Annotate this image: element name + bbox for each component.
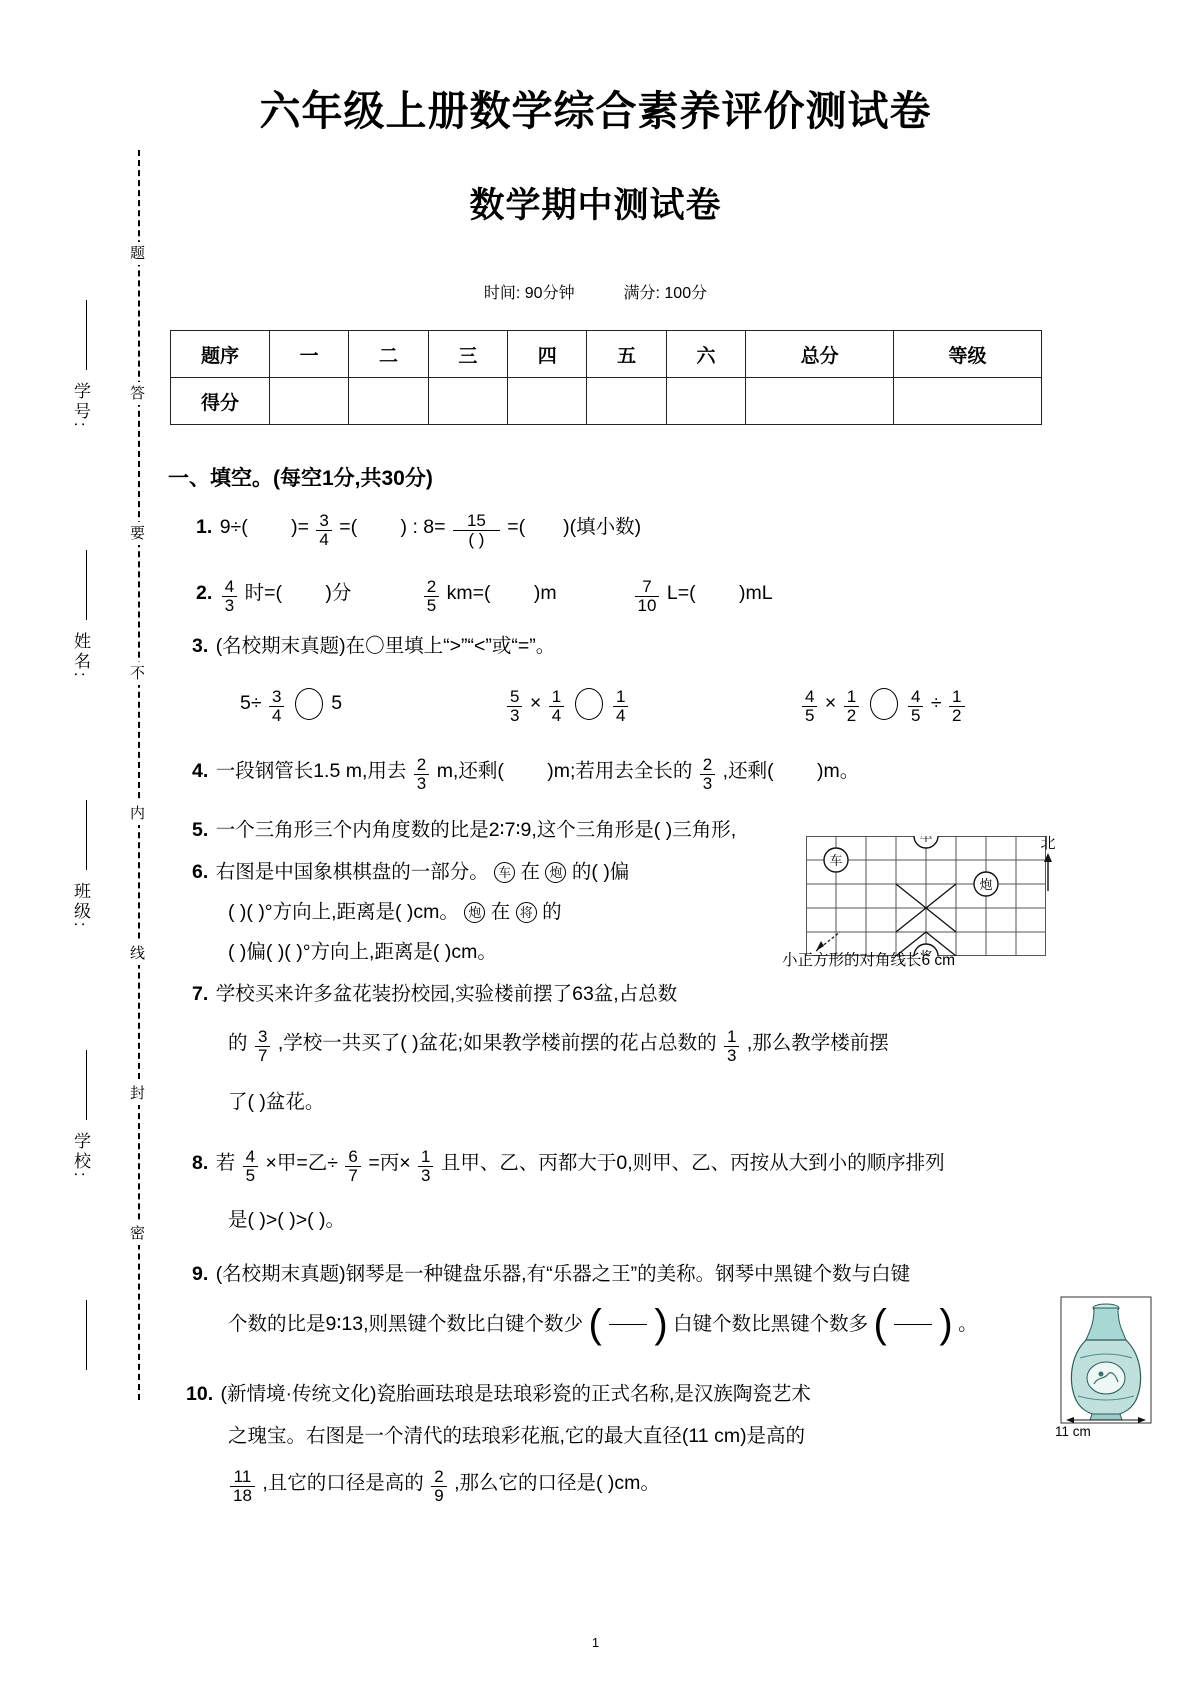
question-7-line-2	[228, 1028, 889, 1065]
q1-part-5: =(	[507, 515, 526, 538]
time-limit: 时间: 90分钟	[483, 285, 575, 302]
question-8-line-1	[192, 1148, 945, 1185]
score-cell-grade[interactable]	[894, 378, 1042, 425]
field-rule-student-id	[86, 300, 87, 370]
score-col-4: 四	[508, 331, 587, 378]
q8-fraction-3	[418, 1148, 433, 1185]
q2-fa-denominator: 3	[222, 596, 237, 615]
score-cell-5[interactable]	[587, 378, 666, 425]
q8-part-4: 且甲、乙、丙都大于0,则甲、乙、丙按从大到小的顺序排列	[440, 1151, 945, 1174]
score-cell-total[interactable]	[746, 378, 894, 425]
question-1	[196, 512, 641, 549]
page-number: 1	[591, 1635, 600, 1650]
score-cell-1[interactable]	[270, 378, 349, 425]
question-5-number: 5.	[192, 819, 209, 841]
q1-frac2-numerator: 15	[466, 511, 486, 530]
q6-line3-text[interactable]: ( )偏( )( )°方向上,距离是( )cm。	[228, 941, 497, 963]
q1-part-1: 9÷(	[219, 515, 248, 538]
question-10-number: 10.	[186, 1383, 214, 1405]
field-rule-name	[86, 550, 87, 620]
field-rule-class	[86, 800, 87, 870]
question-3-text: (名校期末真题)在〇里填上“>”“<”或“=”。	[215, 635, 556, 657]
q4-part-2: m,还剩(	[436, 759, 504, 782]
q2-blank-a[interactable]	[287, 581, 320, 605]
question-4	[192, 756, 859, 793]
q6-line1-a: 右图是中国象棋棋盘的一部分。	[215, 861, 489, 883]
q7-line2-a: 的	[228, 1031, 248, 1054]
q2-unit-a: 时=(	[244, 581, 282, 604]
q4-blank-1[interactable]	[509, 759, 542, 783]
field-rule-extra	[86, 1300, 87, 1370]
q3e3-fraction-left	[802, 688, 817, 725]
question-9-number: 9.	[192, 1263, 209, 1285]
q2-gap-1	[357, 582, 417, 604]
svg-text:炮: 炮	[979, 877, 993, 892]
q10-frac2-denominator: 9	[431, 1486, 446, 1505]
q7-fraction-1	[255, 1028, 270, 1065]
question-10-line-1	[186, 1382, 811, 1406]
seal-char-4: 内	[126, 802, 147, 825]
q2-fraction-a	[222, 578, 237, 615]
question-5	[192, 818, 736, 842]
q3e3-fraction-mid	[844, 688, 859, 725]
q3e1-right: 5	[331, 692, 343, 715]
q3e3-fraction-right	[908, 688, 923, 725]
q2-fraction-c	[635, 578, 660, 615]
seal-char-7: 密	[126, 1222, 147, 1245]
vase-illustration	[1060, 1296, 1152, 1429]
q3e2-fraction-right	[613, 688, 628, 725]
q9-line2-b: 白键个数比黑键个数多	[673, 1313, 869, 1335]
q3e3-left-denominator: 5	[802, 706, 817, 725]
q10-frac1-numerator: 11	[233, 1467, 252, 1486]
seal-char-1: 答	[126, 382, 147, 405]
q2-tail-c: )mL	[738, 581, 773, 604]
question-4-number: 4.	[192, 759, 209, 782]
q3e3-right2-denominator: 2	[949, 706, 964, 725]
q10-line3-a: ,且它的口径是高的	[262, 1471, 424, 1494]
q3e3-right-numerator: 4	[911, 687, 921, 707]
meta-spacer	[579, 285, 619, 303]
q4-frac2-numerator: 2	[702, 755, 713, 774]
question-1-number: 1.	[196, 515, 213, 538]
q3e1-denominator: 4	[269, 706, 284, 725]
q3e2-left-denominator: 3	[507, 706, 522, 725]
q3e2-left-numerator: 5	[510, 687, 520, 707]
q9-fraction-bar-2	[894, 1324, 932, 1325]
score-col-2: 二	[349, 331, 428, 378]
q2-tail-a: )分	[325, 581, 352, 604]
q8-fraction-1	[243, 1148, 258, 1185]
q3e1-compare-circle[interactable]	[295, 688, 323, 720]
question-3	[192, 634, 555, 658]
score-table	[170, 330, 1042, 425]
question-7-line-1	[192, 982, 677, 1006]
q3e2-right-numerator: 1	[616, 687, 626, 707]
north-indicator	[1040, 832, 1056, 897]
q9-answer-fraction-1[interactable]	[588, 1302, 668, 1347]
q3e3-fraction-right2	[949, 688, 964, 725]
north-label: 北	[1040, 835, 1056, 852]
q2-fb-numerator: 2	[426, 577, 437, 596]
question-9-line-1	[192, 1262, 910, 1286]
page-subtitle: 数学期中测试卷	[469, 186, 722, 225]
q9-line1: (名校期末真题)钢琴是一种键盘乐器,有“乐器之王”的美称。钢琴中黑键个数与白键	[215, 1263, 911, 1285]
seal-char-3: 不	[126, 662, 147, 685]
score-cell-3[interactable]	[428, 378, 507, 425]
score-col-3: 三	[428, 331, 507, 378]
question-6-line-2	[228, 900, 562, 924]
q2-fb-denominator: 5	[424, 596, 439, 615]
question-2	[196, 578, 773, 615]
q1-frac1-numerator: 3	[319, 511, 329, 530]
vase-caption	[1055, 1424, 1091, 1439]
q9-paren-left-1: (	[588, 1302, 602, 1347]
q10-line2: 之瑰宝。右图是一个清代的珐琅彩花瓶,它的最大直径(11 cm)是高的	[228, 1425, 806, 1447]
q7-frac2-denominator: 3	[724, 1046, 739, 1065]
q3e2-mid-denominator: 4	[549, 706, 564, 725]
q3e3-right2-numerator: 1	[952, 687, 962, 707]
page-title: 六年级上册数学综合素养评价测试卷	[259, 88, 932, 134]
q4-part-4: ,还剩(	[722, 759, 774, 782]
q10-line3-b[interactable]: ,那么它的口径是( )cm。	[454, 1471, 660, 1494]
field-label-class: 班级:	[71, 882, 90, 930]
q4-frac2-denominator: 3	[700, 774, 715, 793]
q3e3-mid-numerator: 1	[846, 687, 857, 707]
total-score: 满分: 100分	[623, 285, 708, 302]
seal-char-2: 要	[126, 522, 147, 545]
question-3-expr-3	[800, 688, 967, 725]
q7-line3[interactable]: 了( )盆花。	[228, 1091, 325, 1113]
question-10-line-3	[228, 1468, 660, 1505]
question-10-line-2	[228, 1424, 805, 1448]
q1-blank-2[interactable]	[363, 515, 396, 539]
score-table-row-label-2: 得分	[171, 378, 270, 425]
question-3-expr-2	[505, 688, 630, 725]
q1-fraction-2	[453, 512, 500, 549]
q2-blank-c[interactable]	[701, 581, 734, 605]
score-cell-4[interactable]	[508, 378, 587, 425]
vase-caption-text: 11 cm	[1055, 1424, 1091, 1439]
q1-blank-1[interactable]	[253, 515, 286, 539]
q3e3-operator-1: ×	[824, 692, 837, 715]
question-8-line-2	[228, 1208, 345, 1232]
section-heading-fill-blank: 一、填空。(每空1分,共30分)	[168, 467, 433, 490]
q6-line1-b: 在	[520, 861, 541, 883]
q2-gap-2	[562, 582, 627, 604]
question-2-number: 2.	[196, 581, 213, 604]
north-arrow-icon	[1040, 853, 1056, 893]
seal-char-0: 题	[126, 242, 147, 265]
table-row-scores	[171, 378, 1042, 425]
q1-frac2-denominator[interactable]: ( )	[453, 530, 500, 549]
question-5-text: 一个三角形三个内角度数的比是2∶7∶9,这个三角形是( )三角形,	[215, 819, 737, 841]
q9-paren-left-2: (	[873, 1302, 887, 1347]
q8-part-3: =丙×	[368, 1151, 411, 1174]
exam-meta	[0, 280, 1191, 303]
svg-text:车: 车	[829, 853, 843, 868]
q8-frac2-numerator: 6	[348, 1147, 358, 1166]
q3e3-right-denominator: 5	[908, 706, 923, 725]
question-3-expr-1	[240, 688, 342, 725]
q3e3-left-numerator: 4	[805, 687, 815, 707]
q8-frac3-numerator: 1	[421, 1147, 431, 1166]
question-8-number: 8.	[192, 1151, 209, 1174]
q10-frac1-denominator: 18	[230, 1486, 255, 1505]
score-col-total: 总分	[746, 331, 894, 378]
q4-frac1-denominator: 3	[414, 774, 429, 793]
q7-line2-c: ,那么教学楼前摆	[746, 1031, 889, 1054]
q3e1-numerator: 3	[271, 687, 282, 707]
q6-piece-jiang-icon: 将	[516, 902, 537, 923]
q8-frac1-numerator: 4	[245, 1147, 256, 1166]
q1-part-4: ) : 8=	[400, 515, 446, 538]
score-col-5: 五	[587, 331, 666, 378]
q2-unit-c: L=(	[666, 581, 696, 604]
q1-blank-3[interactable]	[531, 515, 558, 539]
q10-fraction-2	[431, 1468, 446, 1505]
q7-line1: 学校买来许多盆花装扮校园,实验楼前摆了63盆,占总数	[215, 983, 678, 1005]
q6-line2-c: 的	[542, 901, 562, 923]
chess-piece-che	[824, 848, 848, 872]
question-7-line-3	[228, 1090, 324, 1114]
seal-char-6: 封	[126, 1082, 147, 1105]
question-6-line-1	[192, 860, 629, 884]
q8-fraction-2	[345, 1148, 360, 1185]
table-row-header	[171, 331, 1042, 378]
q8-frac2-denominator: 7	[345, 1166, 360, 1185]
score-col-6: 六	[666, 331, 745, 378]
q3e2-mid-numerator: 1	[551, 687, 562, 707]
chess-board-svg	[806, 836, 1046, 956]
score-cell-2[interactable]	[349, 378, 428, 425]
q9-fraction-bar-1	[609, 1324, 647, 1325]
q1-part-2: )=	[291, 515, 309, 538]
q9-line2-c: 。	[958, 1313, 978, 1335]
q3e2-operator: ×	[529, 692, 542, 715]
q3e2-compare-circle[interactable]	[575, 688, 603, 720]
q1-part-3: =(	[339, 515, 358, 538]
q3e3-compare-circle[interactable]	[870, 688, 898, 720]
score-table-row-label: 题序	[171, 331, 270, 378]
q2-unit-b: km=(	[446, 581, 491, 604]
q8-frac3-denominator: 3	[418, 1166, 433, 1185]
q8-part-1: 若	[215, 1151, 236, 1174]
chess-caption: 小正方形的对角线长6 cm	[782, 952, 956, 969]
q3e1-fraction	[269, 688, 284, 725]
q6-line2-b: 在	[490, 901, 511, 923]
q6-piece-pao2-icon: 炮	[464, 902, 485, 923]
q4-part-5: )m。	[816, 759, 860, 782]
question-7-number: 7.	[192, 983, 209, 1005]
q4-fraction-2	[700, 756, 715, 793]
field-label-school: 学校:	[71, 1132, 90, 1180]
q2-fa-numerator: 4	[224, 577, 235, 596]
question-6-number: 6.	[192, 861, 209, 883]
q7-line2-b[interactable]: ,学校一共买了( )盆花;如果教学楼前摆的花占总数的	[277, 1031, 717, 1054]
q3e2-right-denominator: 4	[613, 706, 628, 725]
q2-tail-b: )m	[533, 581, 557, 604]
q1-frac1-denominator: 4	[316, 530, 331, 549]
q9-paren-right-2: )	[939, 1302, 953, 1347]
chess-piece-pao	[974, 872, 998, 896]
q7-frac2-numerator: 1	[727, 1027, 737, 1046]
vase-svg	[1060, 1296, 1152, 1424]
q8-part-2: ×甲=乙÷	[265, 1151, 338, 1174]
q4-frac1-numerator: 2	[416, 755, 427, 774]
question-6-line-3	[228, 940, 497, 964]
q9-line2-a: 个数的比是9∶13,则黑键个数比白键个数少	[228, 1313, 584, 1335]
question-9-line-2	[228, 1302, 978, 1347]
q10-line1: (新情境·传统文化)瓷胎画珐琅是珐琅彩瓷的正式名称,是汉族陶瓷艺术	[220, 1383, 811, 1405]
q3e3-mid-denominator: 2	[844, 706, 859, 725]
q10-frac2-numerator: 2	[434, 1467, 444, 1486]
seal-dashed-line	[138, 150, 140, 1400]
score-col-1: 一	[270, 331, 349, 378]
q2-fraction-b	[424, 578, 439, 615]
chess-board-diagram	[806, 836, 1046, 961]
score-cell-6[interactable]	[666, 378, 745, 425]
q4-part-3: )m;若用去全长的	[547, 759, 693, 782]
q3e3-operator-2: ÷	[930, 692, 942, 715]
q9-answer-fraction-2[interactable]	[873, 1302, 953, 1347]
field-rule-school	[86, 1050, 87, 1120]
q2-blank-b[interactable]	[496, 581, 529, 605]
question-3-number: 3.	[192, 635, 209, 657]
score-col-grade: 等级	[894, 331, 1042, 378]
field-label-name: 姓名:	[71, 632, 90, 680]
q6-piece-che-icon: 车	[494, 862, 515, 883]
q3e2-fraction-left	[507, 688, 522, 725]
q10-fraction-1	[230, 1468, 255, 1505]
q8-frac1-denominator: 5	[243, 1166, 258, 1185]
q6-line1-c[interactable]: 的( )偏	[571, 861, 630, 883]
field-label-student-id: 学号:	[71, 382, 90, 430]
seal-char-5: 线	[126, 942, 147, 965]
q9-paren-right-1: )	[654, 1302, 668, 1347]
q4-part-1: 一段钢管长1.5 m,用去	[215, 759, 407, 782]
svg-text:卒: 卒	[919, 836, 933, 844]
q7-frac1-denominator: 7	[255, 1046, 270, 1065]
q7-frac1-numerator: 3	[257, 1027, 268, 1046]
q1-part-6: )(填小数)	[563, 515, 642, 538]
q8-line2[interactable]: 是( )>( )>( )。	[228, 1209, 345, 1231]
q4-blank-2[interactable]	[779, 759, 812, 783]
q4-fraction-1	[414, 756, 429, 793]
q2-fc-denominator: 10	[635, 596, 660, 615]
q7-fraction-2	[724, 1028, 739, 1065]
q6-line2-text[interactable]: ( )( )°方向上,距离是( )cm。	[228, 901, 459, 923]
q2-fc-numerator: 7	[642, 577, 652, 596]
binding-margin	[60, 150, 170, 1400]
q6-piece-pao-icon: 炮	[545, 862, 566, 883]
q3e1-left: 5÷	[240, 692, 262, 715]
q3e2-fraction-mid	[549, 688, 564, 725]
q1-fraction-1	[316, 512, 331, 549]
